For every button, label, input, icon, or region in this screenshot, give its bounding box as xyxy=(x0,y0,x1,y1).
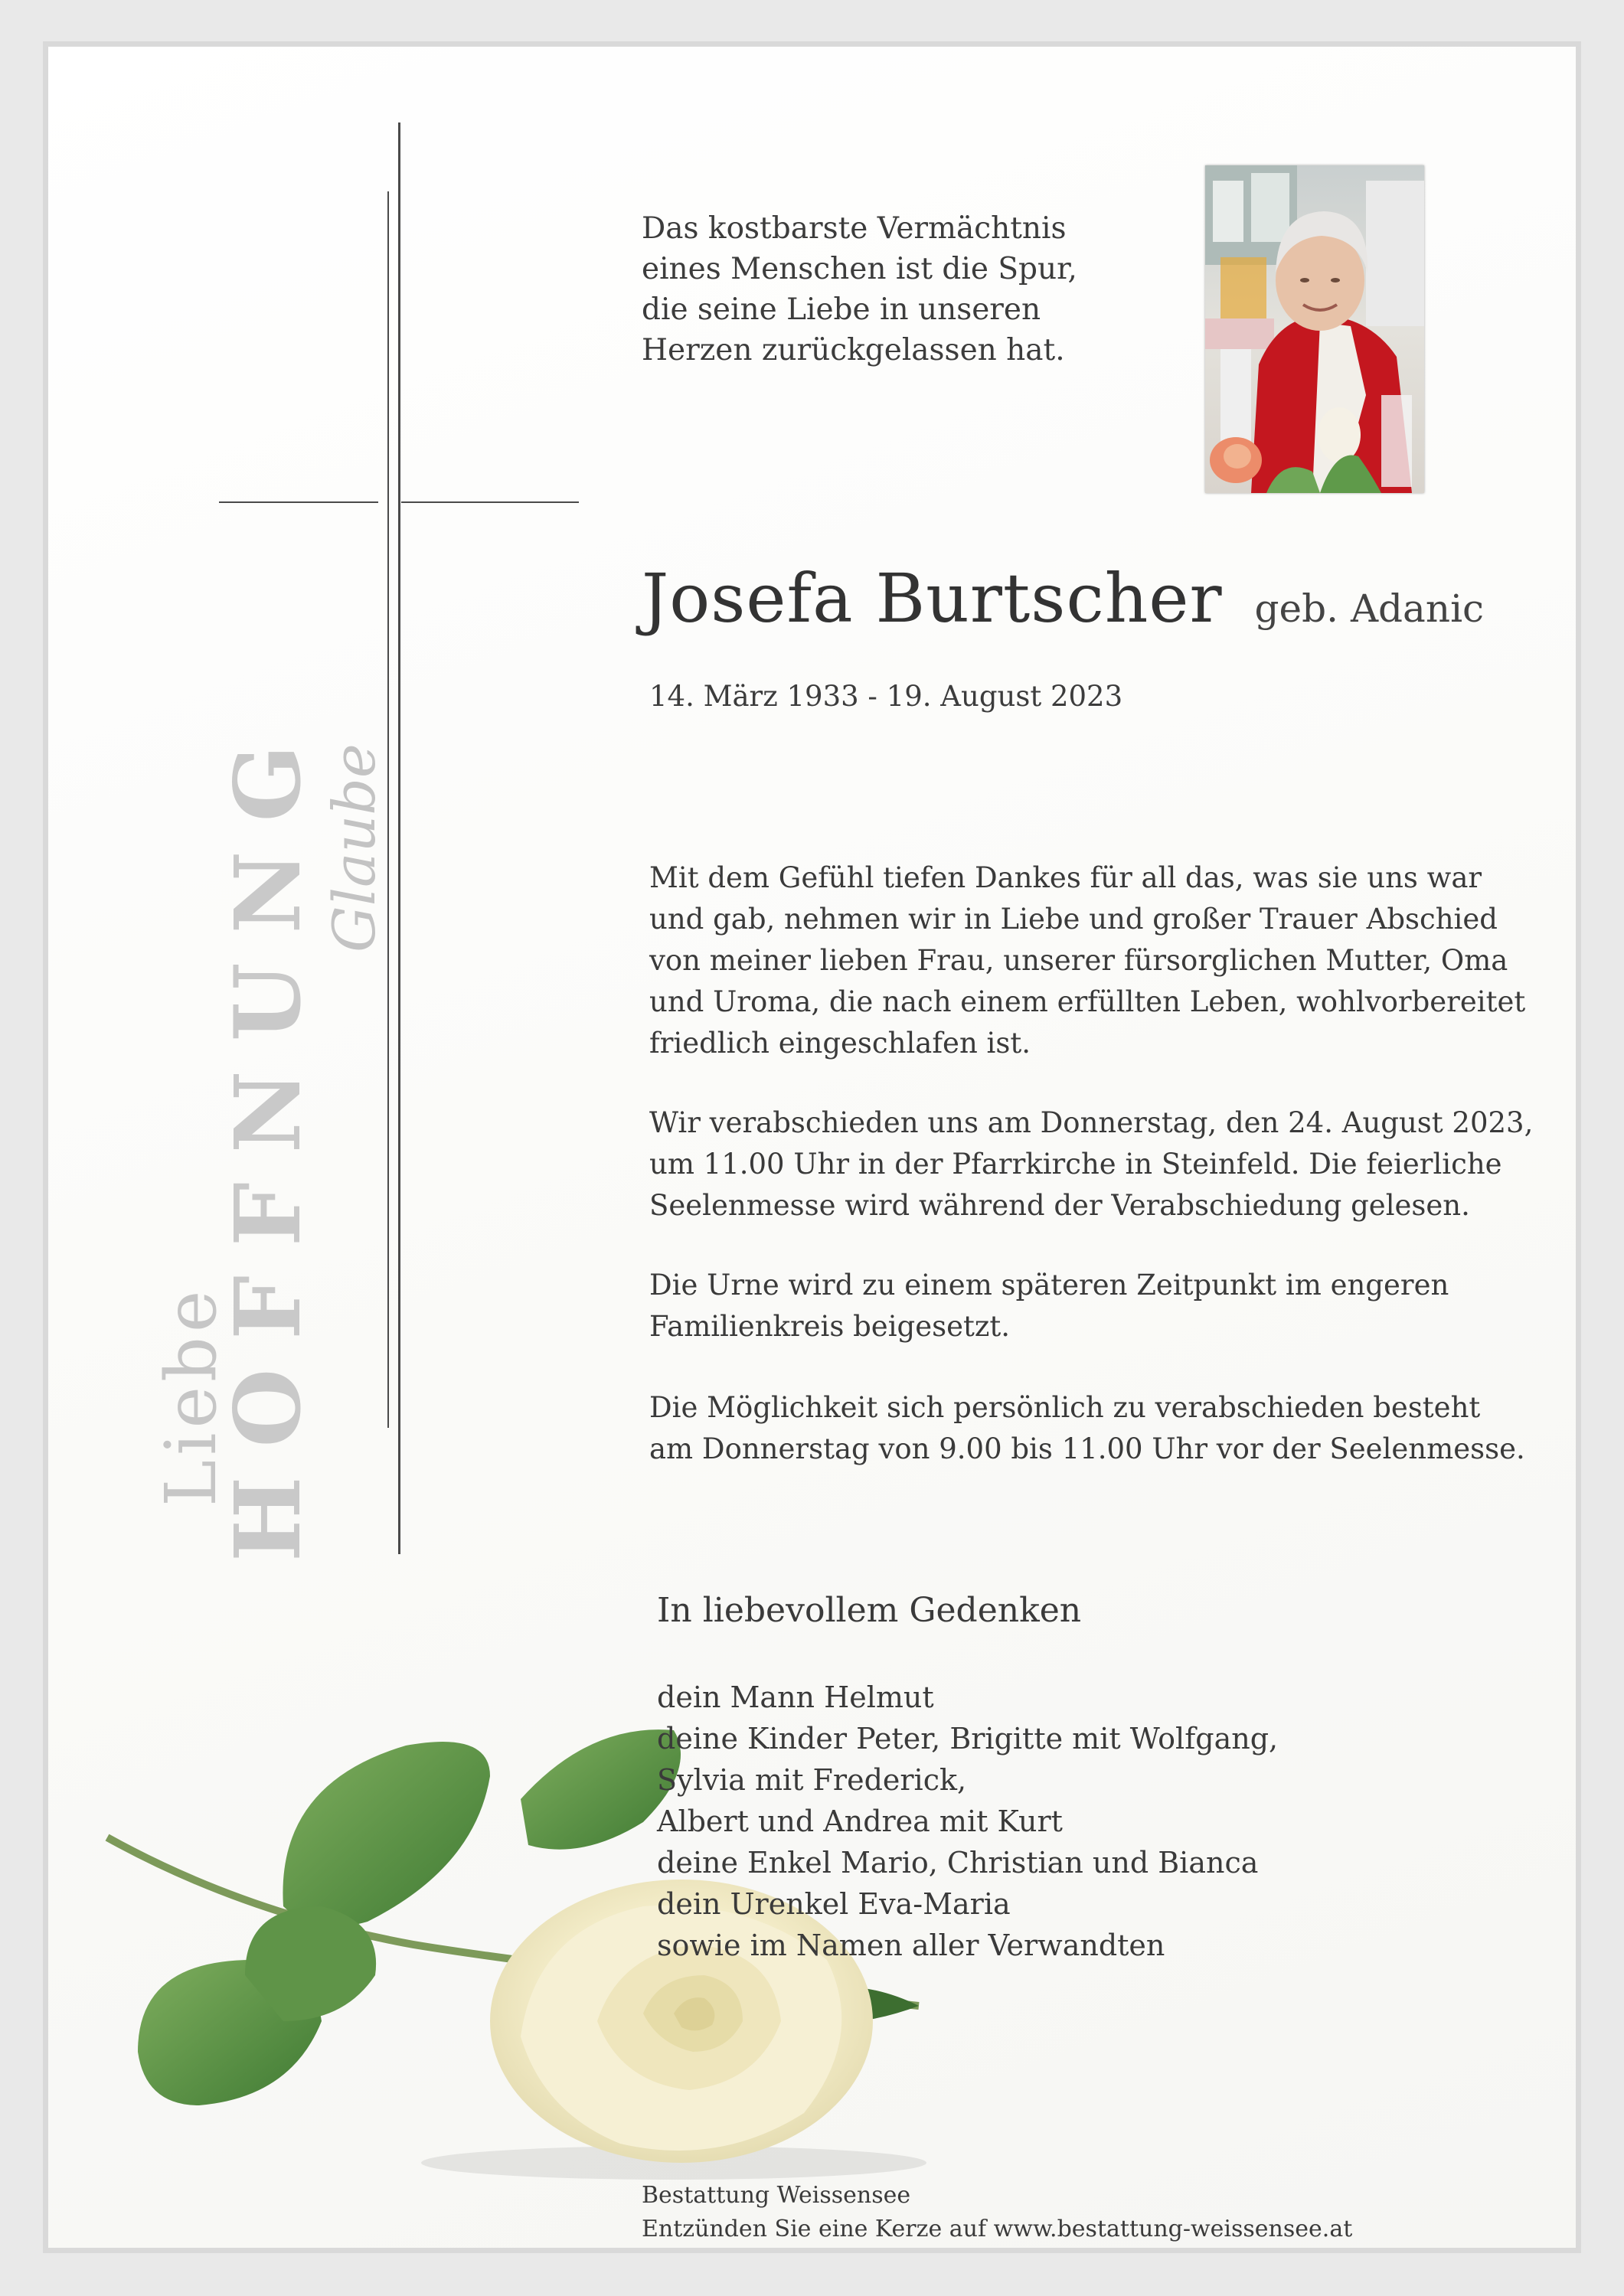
text-line: und gab, nehmen wir in Liebe und großer Trauer Abschied xyxy=(649,903,1498,936)
text-line: am Donnerstag von 9.00 bis 11.00 Uhr vor der Seelenmesse. xyxy=(649,1432,1525,1465)
quote-line: die seine Liebe in unseren xyxy=(642,292,1041,327)
footer xyxy=(642,2179,1352,2246)
text-line: Mit dem Gefühl tiefen Dankes für all das, was sie uns war xyxy=(649,861,1482,894)
paragraph-urn xyxy=(649,1265,1537,1347)
list-item: Sylvia mit Frederick, xyxy=(657,1763,967,1797)
paragraph-viewing xyxy=(649,1387,1537,1470)
text-line: um 11.00 Uhr in der Pfarrkirche in Steinfeld. Die feierliche xyxy=(649,1148,1502,1181)
vertical-word-hoffnung: HOFFNUNG xyxy=(214,715,321,1562)
list-item: deine Enkel Mario, Christian und Bianca xyxy=(657,1846,1259,1880)
text-line: und Uroma, die nach einem erfüllten Leben, wohlvorbereitet xyxy=(649,985,1526,1018)
quote-line: Das kostbarste Vermächtnis xyxy=(642,211,1067,246)
text-line: von meiner lieben Frau, unserer fürsorglichen Mutter, Oma xyxy=(649,944,1508,977)
text-line: Die Urne wird zu einem späteren Zeitpunkt im engeren xyxy=(649,1269,1449,1302)
text-line: Wir verabschieden uns am Donnerstag, den 24. August 2023, xyxy=(649,1106,1534,1139)
deceased-name: Josefa Burtscher xyxy=(642,559,1223,638)
list-item: dein Urenkel Eva-Maria xyxy=(657,1887,1011,1921)
quote-line: eines Menschen ist die Spur, xyxy=(642,252,1077,286)
paragraph-ceremony xyxy=(649,1102,1537,1226)
vertical-word-glaube: Glaube xyxy=(320,743,388,952)
paragraph-farewell xyxy=(649,857,1537,1064)
mourners-list xyxy=(657,1677,1278,1966)
list-item: dein Mann Helmut xyxy=(657,1680,934,1714)
list-item: sowie im Namen aller Verwandten xyxy=(657,1929,1165,1962)
text-line: friedlich eingeschlafen ist. xyxy=(649,1027,1031,1060)
deceased-name-line xyxy=(642,559,1484,638)
funeral-home-name: Bestattung Weissensee xyxy=(642,2182,911,2209)
text-line: Familienkreis beigesetzt. xyxy=(649,1310,1010,1343)
maiden-name: geb. Adanic xyxy=(1254,586,1485,631)
vertical-word-liebe: Liebe xyxy=(150,1285,232,1507)
life-dates: 14. März 1933 - 19. August 2023 xyxy=(649,680,1123,713)
list-item: Albert und Andrea mit Kurt xyxy=(657,1804,1063,1838)
portrait-photo xyxy=(1205,165,1424,493)
portrait-image xyxy=(1205,165,1424,493)
text-line: Seelenmesse wird während der Verabschiedung gelesen. xyxy=(649,1189,1470,1222)
cross-horizontal-left xyxy=(219,501,378,503)
text-line: Die Möglichkeit sich persönlich zu verabschieden besteht xyxy=(649,1391,1481,1424)
cross-horizontal-right xyxy=(401,501,579,503)
memorial-quote xyxy=(642,208,1132,371)
gedenken-title: In liebevollem Gedenken xyxy=(657,1591,1082,1630)
cross-vertical-long xyxy=(398,122,400,1554)
quote-line: Herzen zurückgelassen hat. xyxy=(642,333,1065,367)
candle-link-text[interactable]: Entzünden Sie eine Kerze auf www.bestattung-weissensee.at xyxy=(642,2216,1353,2242)
list-item: deine Kinder Peter, Brigitte mit Wolfgang, xyxy=(657,1722,1279,1755)
